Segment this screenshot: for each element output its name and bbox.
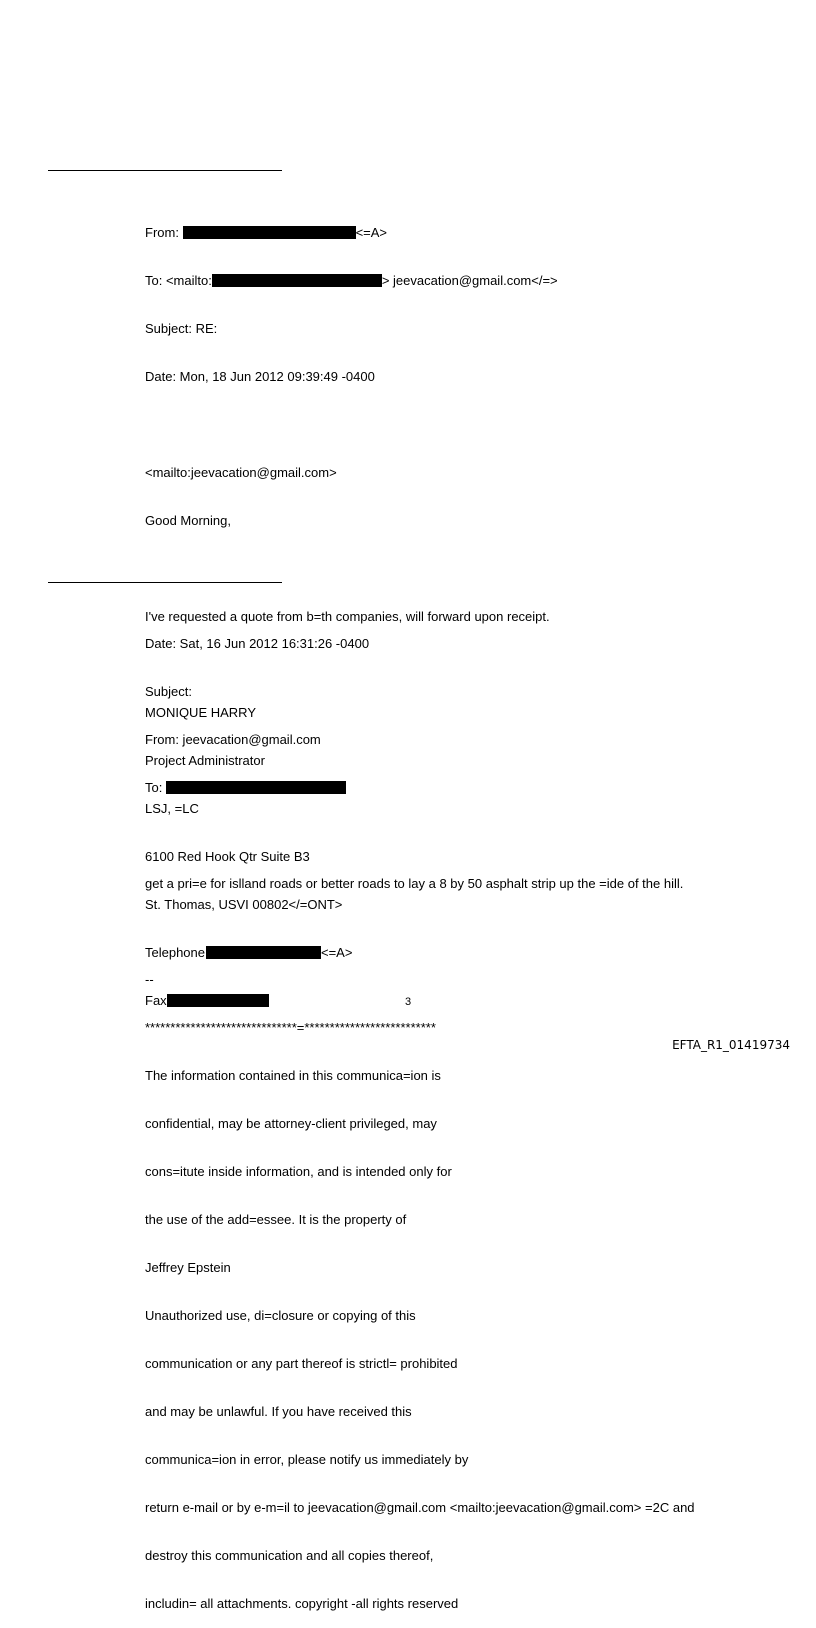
disclaimer-line: communica=ion in error, please notify us immediately by [145,1452,469,1467]
disclaimer-line: and may be unlawful. If you have received this [145,1404,412,1419]
to-line: To: <mailto: > jeevacation@gmail.com</=> [145,273,558,288]
signature-title: Project Administrator [145,753,265,768]
disclaimer-line: destroy this communication and all copies thereof, [145,1548,434,1563]
disclaimer-line: the use of the add=essee. It is the property of [145,1212,407,1227]
disclaimer-line: return e-mail or by e-m=il to jeevacation@gmail.com <mailto:jeevacation@gmail.com> =2C and [145,1500,695,1515]
bates-number: EFTA_R1_01419734 [672,1038,790,1052]
signature-name: MONIQUE HARRY [145,705,256,720]
redaction-bar [166,781,346,794]
fax-line: Fax [145,993,558,1009]
disclaimer-line: Unauthorized use, di=closure or copying of this [145,1308,416,1323]
subject-line: Subject: RE: [145,321,218,336]
to-line: To: [145,780,695,796]
redaction-bar [183,226,356,239]
from-line: From: <=A> [145,225,388,240]
signature-address-1: 6100 Red Hook Qtr Suite B3 [145,849,310,864]
body-text: I've requested a quote from b=th companies, will forward upon receipt. [145,609,550,624]
email-original [145,604,695,1628]
telephone-line: Telephone <=A> [145,945,353,960]
star-separator: ******************************=************************** [145,1020,436,1035]
greeting: Good Morning, [145,513,231,528]
page-number: 3 [404,996,412,1008]
separator-rule [48,582,282,583]
signature-dash: -- [145,972,154,987]
disclaimer-line: Jeffrey Epstein [145,1260,231,1275]
disclaimer-line: confidential, may be attorney-client privileged, may [145,1116,437,1131]
disclaimer-line: includin= all attachments. copyright -all rights reserved [145,1596,459,1611]
mailto-line: <mailto:jeevacation@gmail.com> [145,465,337,480]
date-line: Date: Sat, 16 Jun 2012 16:31:26 -0400 [145,636,370,651]
disclaimer-line: communication or any part thereof is strictl= prohibited [145,1356,458,1371]
disclaimer-line: cons=itute inside information, and is intended only for [145,1164,452,1179]
body-text: get a pri=e for islland roads or better roads to lay a 8 by 50 asphalt strip up the =ide of the hill. [145,876,684,891]
date-line: Date: Mon, 18 Jun 2012 09:39:49 -0400 [145,369,375,384]
subject-line: Subject: [145,684,192,699]
disclaimer-line: The information contained in this communica=ion is [145,1068,441,1083]
from-line: From: jeevacation@gmail.com [145,732,321,747]
separator-rule [48,170,282,171]
signature-company: LSJ, =LC [145,801,199,816]
signature-address-2: St. Thomas, USVI 00802</=ONT> [145,897,343,912]
redaction-bar [212,274,382,287]
